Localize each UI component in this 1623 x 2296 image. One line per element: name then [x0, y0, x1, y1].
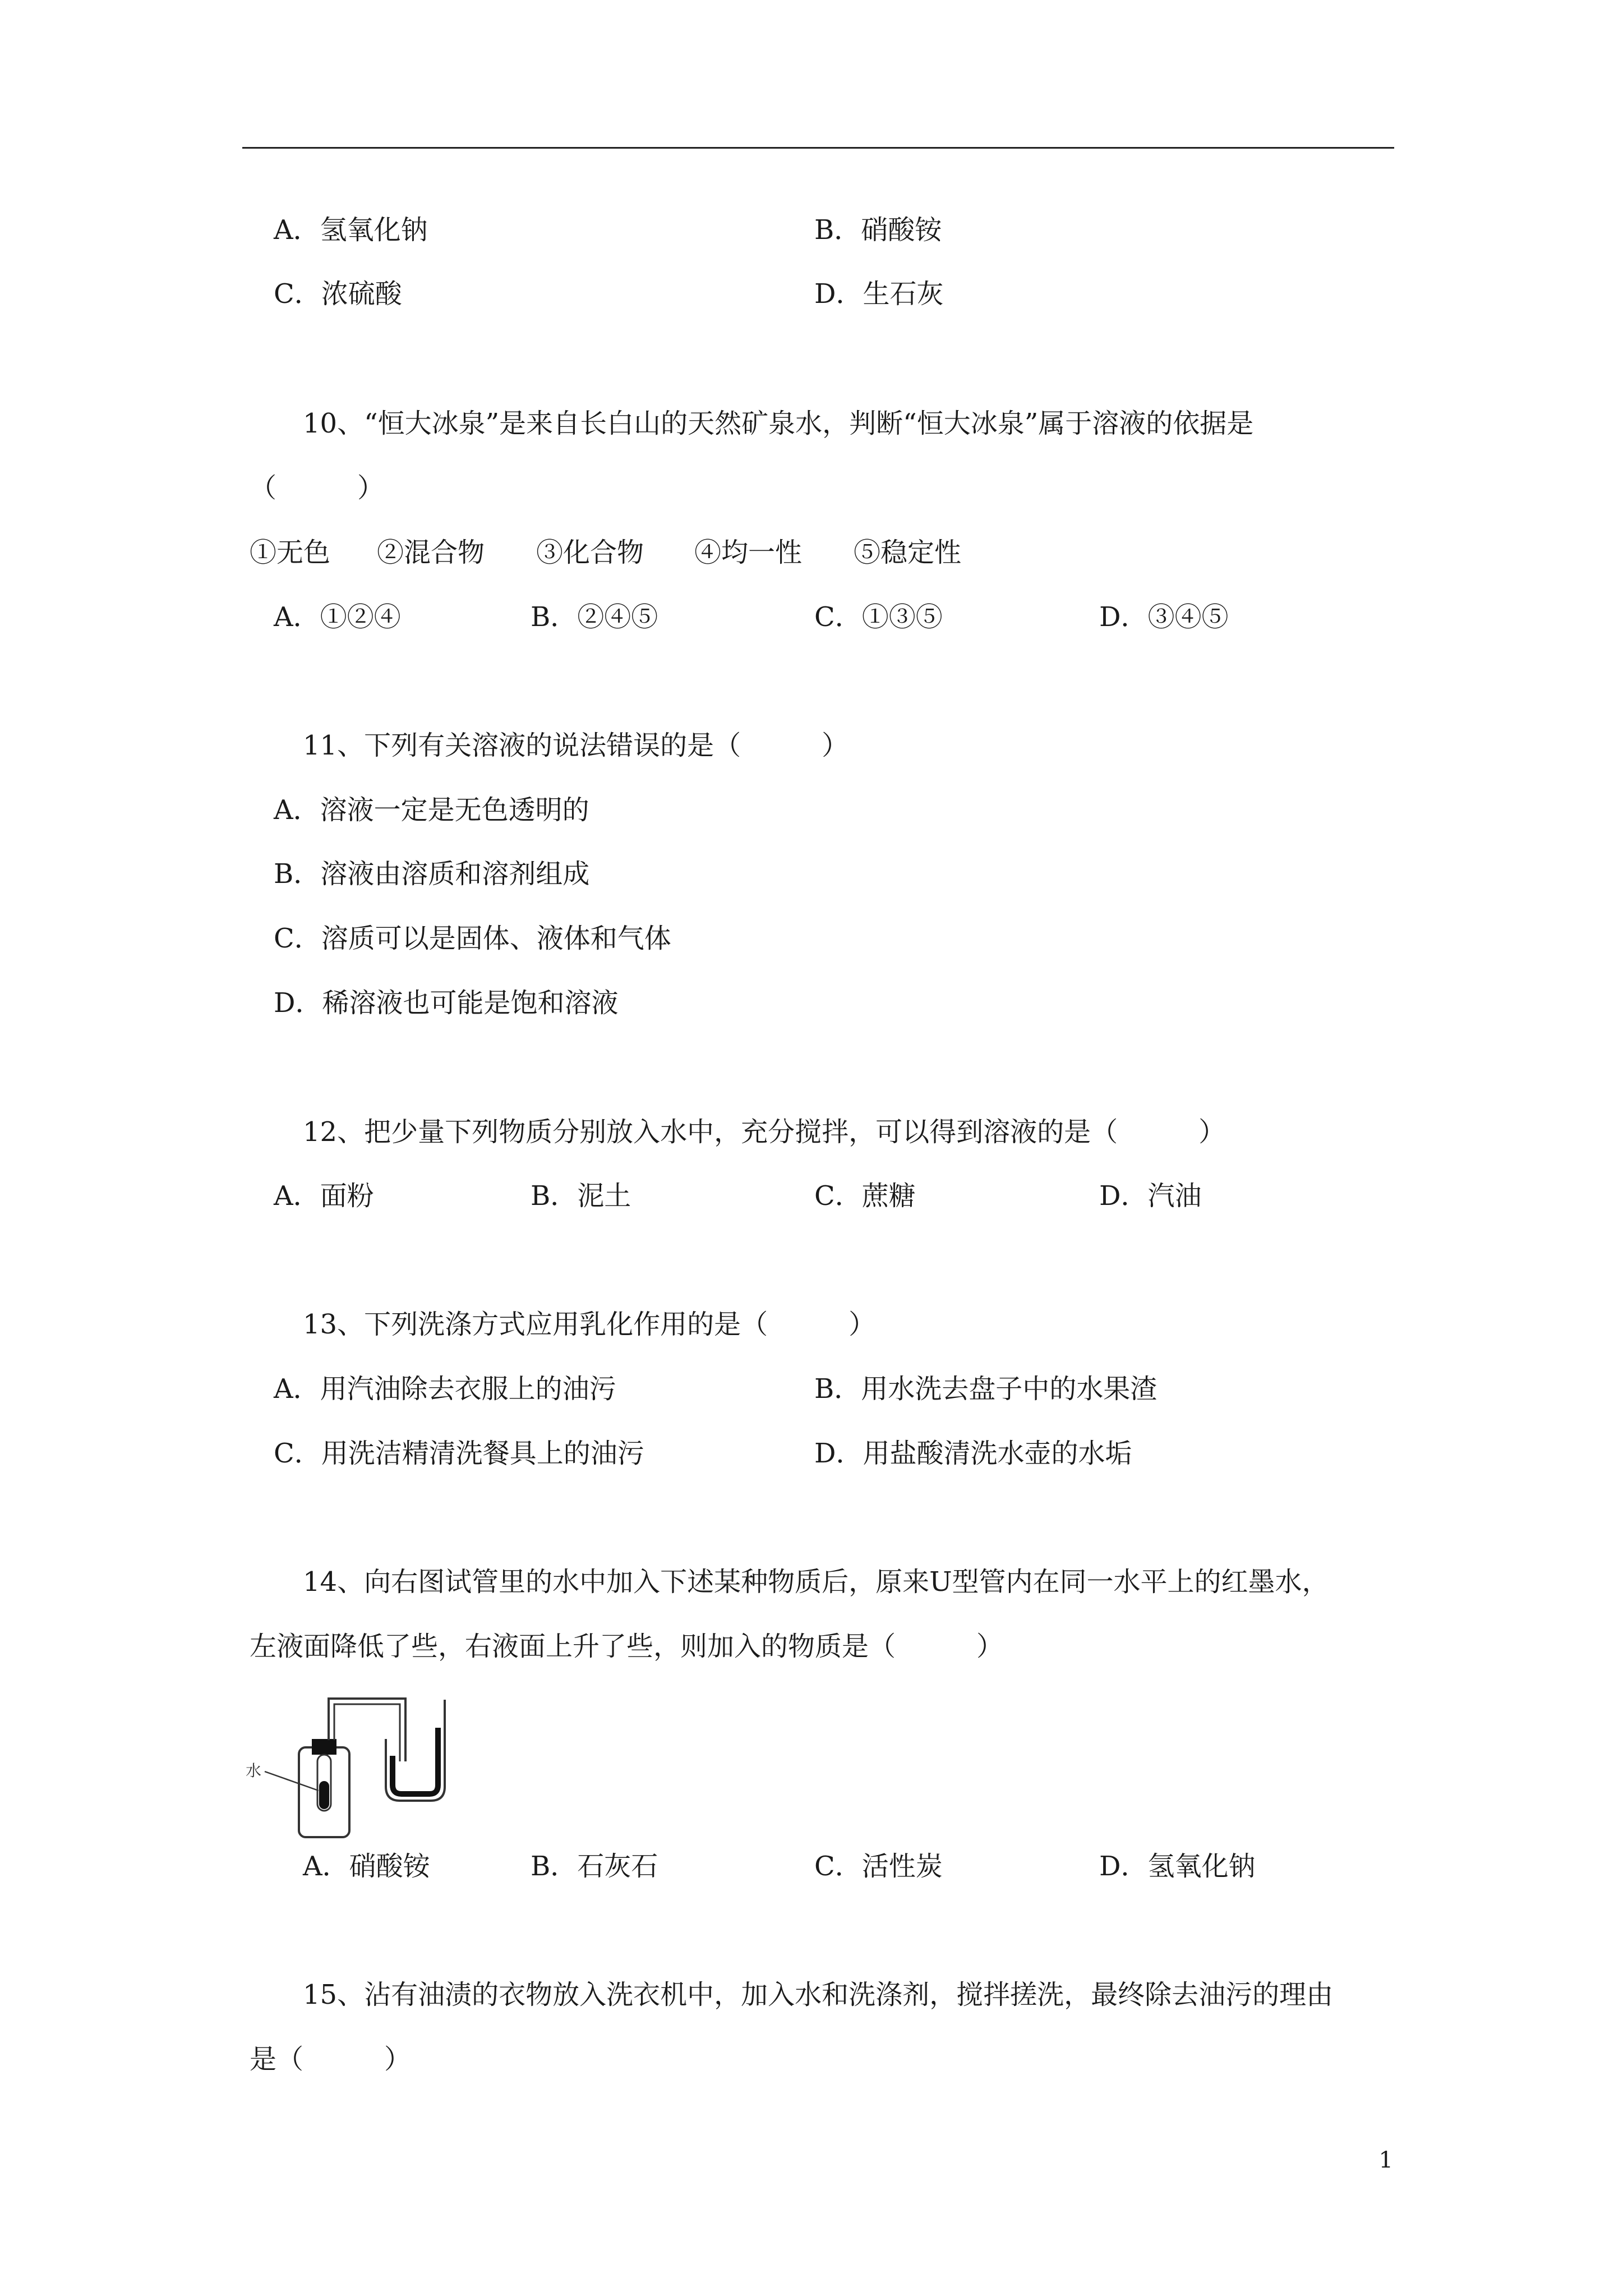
page-number: 1: [1378, 2147, 1393, 2173]
q12-option-a[interactable]: A．面粉: [274, 1180, 374, 1212]
q12-option-d[interactable]: D．汽油: [1099, 1180, 1202, 1212]
water-label: 水: [246, 1761, 262, 1780]
q10-item-5: ⑤稳定性: [854, 537, 962, 568]
q14-option-b[interactable]: B．石灰石: [531, 1851, 658, 1882]
q14-stem-line1: 14、向右图试管里的水中加入下述某种物质后，原来U型管内在同一水平上的红墨水，: [303, 1566, 1329, 1598]
q14-option-c[interactable]: C．活性炭: [814, 1851, 943, 1882]
q10-item-1: ①无色: [250, 537, 331, 568]
stopper: [312, 1739, 336, 1755]
q9-option-a[interactable]: A．氢氧化钠: [274, 214, 428, 246]
q14-option-a[interactable]: A．硝酸铵: [303, 1851, 430, 1882]
q9-option-c[interactable]: C．浓硫酸: [274, 278, 402, 310]
q15-stem-line1: 15、沾有油渍的衣物放入洗衣机中，加入水和洗涤剂，搅拌搓洗，最终除去油污的理由: [303, 1979, 1334, 2010]
q14-stem-line2: 左液面降低了些，右液面上升了些，则加入的物质是（ ）: [250, 1631, 1004, 1662]
q9-option-d[interactable]: D．生石灰: [814, 278, 944, 310]
connecting-tube-inner: [334, 1704, 400, 1761]
q13-option-a[interactable]: A．用汽油除去衣服上的油污: [274, 1373, 616, 1405]
q10-option-d[interactable]: D．③④⑤: [1099, 601, 1229, 633]
test-tube-water: [319, 1781, 329, 1809]
q10-stem-line1: 10、“恒大冰泉”是来自长白山的天然矿泉水，判断“恒大冰泉”属于溶液的依据是: [303, 408, 1254, 439]
q13-option-b[interactable]: B．用水洗去盘子中的水果渣: [814, 1373, 1158, 1405]
q10-option-b[interactable]: B．②④⑤: [531, 601, 658, 633]
q10-item-4: ④均一性: [694, 537, 803, 568]
q11-option-a[interactable]: A．溶液一定是无色透明的: [274, 794, 589, 826]
q15-stem-line2: 是（ ）: [250, 2044, 412, 2075]
q9-option-b[interactable]: B．硝酸铵: [814, 214, 942, 246]
header-rule: [242, 147, 1394, 149]
q13-stem: 13、下列洗涤方式应用乳化作用的是（ ）: [303, 1309, 876, 1340]
test-tube-u-tube-figure: [246, 1688, 470, 1840]
q10-item-2: ②混合物: [377, 537, 485, 568]
q12-stem: 12、把少量下列物质分别放入水中，充分搅拌，可以得到溶液的是（ ）: [303, 1116, 1226, 1148]
connecting-tube: [329, 1699, 405, 1761]
q10-item-3: ③化合物: [536, 537, 644, 568]
q11-option-b[interactable]: B．溶液由溶质和溶剂组成: [274, 858, 590, 890]
q10-stem-line2: （ ）: [250, 472, 385, 504]
q10-option-a[interactable]: A．①②④: [274, 601, 401, 633]
q13-option-d[interactable]: D．用盐酸清洗水壶的水垢: [814, 1438, 1132, 1469]
q12-option-b[interactable]: B．泥土: [531, 1180, 631, 1212]
q12-option-c[interactable]: C．蔗糖: [814, 1180, 916, 1212]
label-pointer: [265, 1772, 319, 1791]
q11-stem: 11、下列有关溶液的说法错误的是（ ）: [303, 730, 849, 761]
q11-option-c[interactable]: C．溶质可以是固体、液体和气体: [274, 923, 671, 954]
q13-option-c[interactable]: C．用洗洁精清洗餐具上的油污: [274, 1438, 644, 1469]
q10-option-c[interactable]: C．①③⑤: [814, 601, 943, 633]
q11-option-d[interactable]: D．稀溶液也可能是饱和溶液: [274, 987, 619, 1019]
q14-option-d[interactable]: D．氢氧化钠: [1099, 1851, 1256, 1882]
